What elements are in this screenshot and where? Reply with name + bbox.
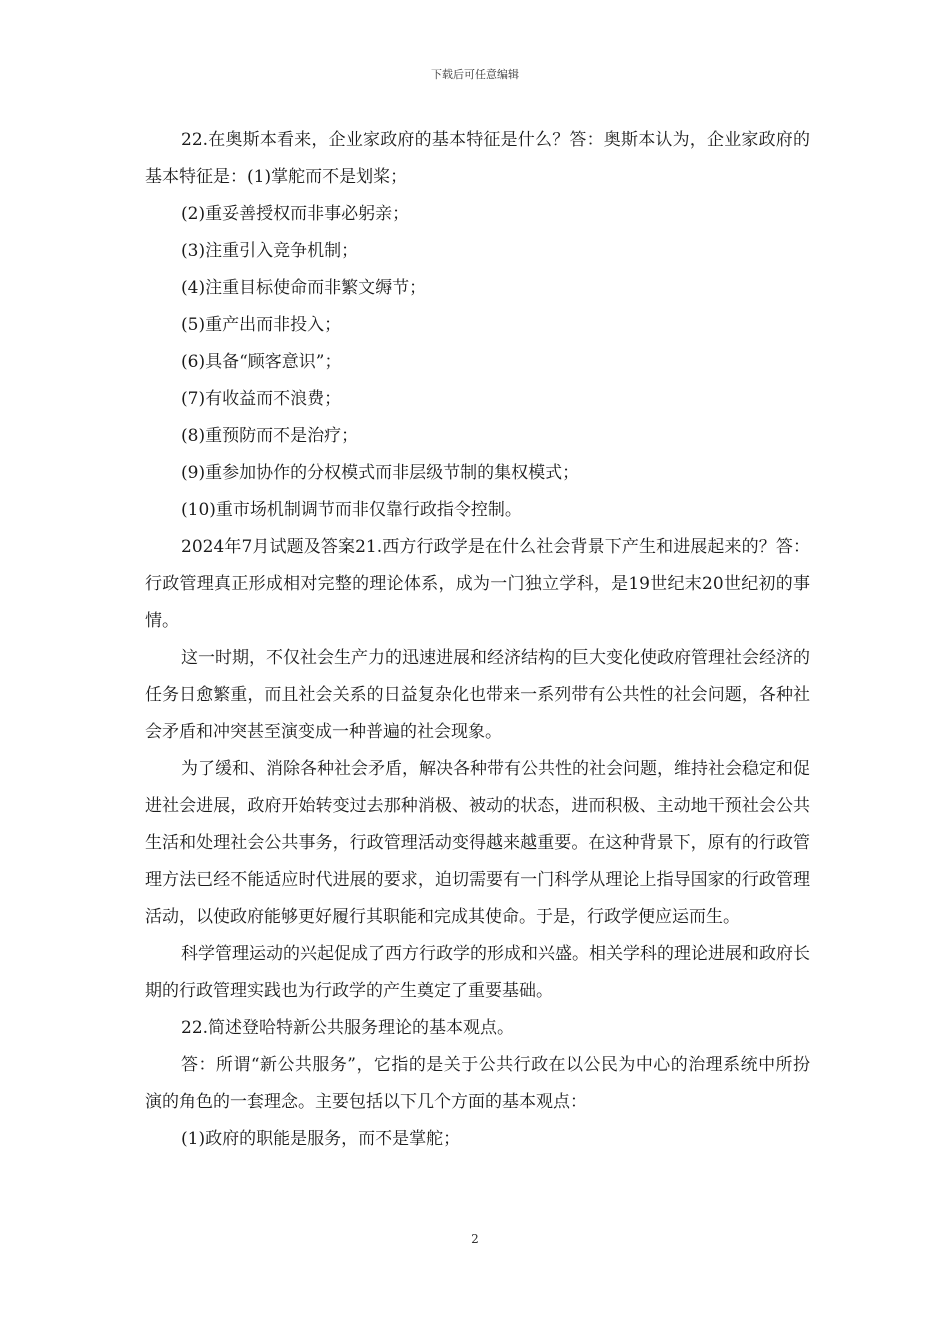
page-header: 下载后可任意编辑 <box>431 68 519 81</box>
list-item: (1)政府的职能是服务，而不是掌舵； <box>181 1129 461 1149</box>
page-number: 2 <box>471 1232 479 1246</box>
list-item: (3)注重引入竞争机制； <box>181 241 359 261</box>
paragraph-answer: 答：所谓“新公共服务”，它指的是关于公共行政在以公民为中心的治理系统中所扮演的角色的一套理念。主要包括以下几个方面的基本观点： <box>145 1055 810 1112</box>
paragraph-q22-new-public-service: 22.简述登哈特新公共服务理论的基本观点。 <box>181 1018 515 1038</box>
paragraph: 这一时期，不仅社会生产力的迅速进展和经济结构的巨大变化使政府管理社会经济的任务日愈繁重，而且社会关系的日益复杂化也带来一系列带有公共性的社会问题，各种社会矛盾和冲突甚至演变成一种普遍的社会现象。 <box>145 648 810 742</box>
list-item: (9)重参加协作的分权模式而非层级节制的集权模式； <box>181 463 580 483</box>
paragraph-q21-background: 2024年7月试题及答案21.西方行政学是在什么社会背景下产生和进展起来的？答：行政管理真正形成相对完整的理论体系，成为一门独立学科，是19世纪末20世纪初的事情。 <box>145 537 810 631</box>
list-item: (8)重预防而不是治疗； <box>181 426 359 446</box>
paragraph: 科学管理运动的兴起促成了西方行政学的形成和兴盛。相关学科的理论进展和政府长期的行政管理实践也为行政学的产生奠定了重要基础。 <box>145 944 810 1001</box>
paragraph: 为了缓和、消除各种社会矛盾，解决各种带有公共性的社会问题，维持社会稳定和促进社会进展，政府开始转变过去那种消极、被动的状态，进而积极、主动地干预社会公共生活和处理社会公共事务，行政管理活动变得越来越重要。在这种背景下，原有的行政管理方法已经不能适应时代进展的要求，迫切需要有一门科学从理论上指导国家的行政管理活动，以使政府能够更好履行其职能和完成其使命。于是，行政学便应运而生。 <box>145 759 810 927</box>
list-item: (10)重市场机制调节而非仅靠行政指令控制。 <box>181 500 522 520</box>
document-body <box>145 122 810 1158</box>
list-item: (5)重产出而非投入； <box>181 315 342 335</box>
list-item: (7)有收益而不浪费； <box>181 389 342 409</box>
list-item: (4)注重目标使命而非繁文缛节； <box>181 278 427 298</box>
paragraph-q22-entrepreneurial-government: 22.在奥斯本看来，企业家政府的基本特征是什么？答：奥斯本认为，企业家政府的基本特征是：(1)掌舵而不是划桨； <box>145 130 810 187</box>
list-item: (6)具备“顾客意识”； <box>181 352 342 372</box>
list-item: (2)重妥善授权而非事必躬亲； <box>181 204 410 224</box>
